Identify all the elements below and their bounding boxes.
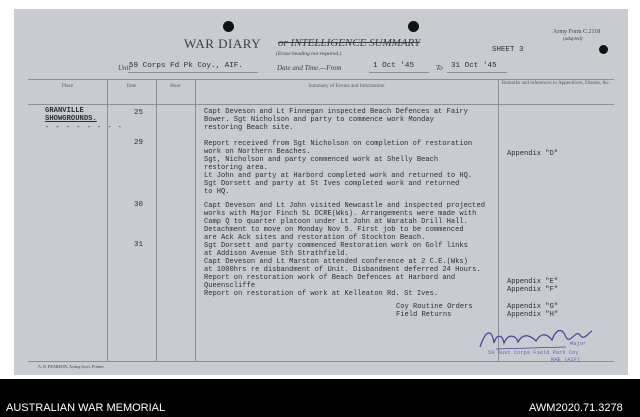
summary-line: Detachment to move on Monday Nov 5. First job to be commenced <box>204 226 464 234</box>
appendix-reference: Appendix "D" <box>507 150 559 158</box>
place-line-2: SHOWGROUNDS. <box>45 115 97 123</box>
summary-line: Camp Q to quarter platoon under Lt John at Waratah Drill Hall. <box>204 218 468 226</box>
punch-hole-left <box>223 21 234 32</box>
summary-line: Report on restoration of work at Kelleaton Rd. St Ives. <box>204 290 439 298</box>
summary-line: to HQ. <box>204 188 230 196</box>
appendix-reference: Appendix "F" <box>507 286 559 294</box>
summary-line: Bower. Sgt Nicholson and party to commence work Monday <box>204 116 434 124</box>
summary-line: Queenscliffe <box>204 282 256 290</box>
summary-line: Sgt, Nicholson and party commenced work at Shelly Beach <box>204 156 439 164</box>
summary-line: works with Major Finch 5L DCRE(Wks). Arrangements were made with <box>204 210 477 218</box>
date-entry: 31 <box>134 241 144 249</box>
army-form-number: Army Form C.2118 <box>553 29 601 35</box>
date-from: 1 Oct '45 <box>373 62 415 70</box>
summary-line: restoring area. <box>204 164 268 172</box>
signature-title: Major <box>570 341 587 347</box>
archive-reference: AWM2020.71.3278 <box>529 402 623 414</box>
unit-value: 59 Corps Fd Pk Coy., AIF. <box>129 62 243 70</box>
summary-line: Sgt Dorsett and party at St Ives completed work and returned <box>204 180 460 188</box>
summary-line-routine-orders: Coy Routine Orders <box>396 303 473 311</box>
unit-stamp-line-1: 59 Aust Corps Field Park Coy <box>488 350 579 356</box>
summary-line: work on Northern Beaches. <box>204 148 311 156</box>
summary-line: at 1000hrs re disbandment of Unit. Disbandment deferred 24 Hours. <box>204 266 481 274</box>
summary-line: are Ack Ack sites and restoration of Stockton Beach. <box>204 234 426 242</box>
summary-line-field-returns: Field Returns <box>396 311 452 319</box>
column-header-remarks: Remarks and references to Appendices, Diaries, &c. <box>501 80 611 86</box>
summary-line: Capt Deveson and Lt John visited Newcastle and inspected projected <box>204 202 485 210</box>
date-to-label: To <box>436 64 443 72</box>
place-underline: - - - - - - - - <box>45 124 124 132</box>
summary-line: Capt Deveson and Lt Marston attended conference at 2 C.E.(Wks) <box>204 258 468 266</box>
archive-name: AUSTRALIAN WAR MEMORIAL <box>6 402 166 414</box>
unit-stamp-line-2: RAE (AIF) <box>551 357 581 363</box>
punch-hole-corner <box>599 45 608 54</box>
summary-line: Report on restoration work of Beach Defences at Harbord and <box>204 274 456 282</box>
archive-footer <box>0 379 640 417</box>
date-entry: 25 <box>134 109 144 117</box>
signature <box>476 323 596 353</box>
printer-imprint: A. R. PEARSON, Acting Govt. Printer. <box>38 364 105 369</box>
summary-line: Capt Deveson and Lt Finnegan inspected Beach Defences at Fairy <box>204 108 468 116</box>
column-header-hour: Hour <box>170 83 181 89</box>
summary-line: Sgt Dorsett and party commenced Restoration work on Golf links <box>204 242 468 250</box>
appendix-reference: Appendix "E" <box>507 278 559 286</box>
summary-line: Lt John and party at Harbord completed work and returned to HQ. <box>204 172 473 180</box>
form-title: WAR DIARY <box>184 36 262 51</box>
form-title-struck: or INTELLIGENCE SUMMARY <box>278 37 421 49</box>
punch-hole-right <box>408 21 419 32</box>
date-entry: 30 <box>134 201 144 209</box>
date-time-label: Date and Time.—From <box>277 64 342 72</box>
summary-line: at Addison Avenue Sth Strathfield. <box>204 250 349 258</box>
unit-label: Unit <box>118 64 131 72</box>
place-line-1: GRANVILLE <box>45 107 84 115</box>
appendix-reference: Appendix "G" <box>507 303 559 311</box>
appendix-reference: Appendix "H" <box>507 311 559 319</box>
column-header-place: Place <box>61 83 74 89</box>
date-to: 31 Oct '45 <box>451 62 497 70</box>
war-diary-sheet <box>14 9 628 375</box>
form-subtitle: (Erase heading not required.) <box>276 51 342 57</box>
summary-line: restoring Beach site. <box>204 124 294 132</box>
column-header-summary: Summary of Events and Information <box>308 83 385 89</box>
army-form-adapted: (adapted) <box>563 37 583 42</box>
date-entry: 29 <box>134 139 144 147</box>
sheet-number: SHEET 3 <box>492 46 524 54</box>
summary-line: Report received from Sgt Nicholson on completion of restoration <box>204 140 473 148</box>
column-header-date: Date <box>126 83 137 89</box>
